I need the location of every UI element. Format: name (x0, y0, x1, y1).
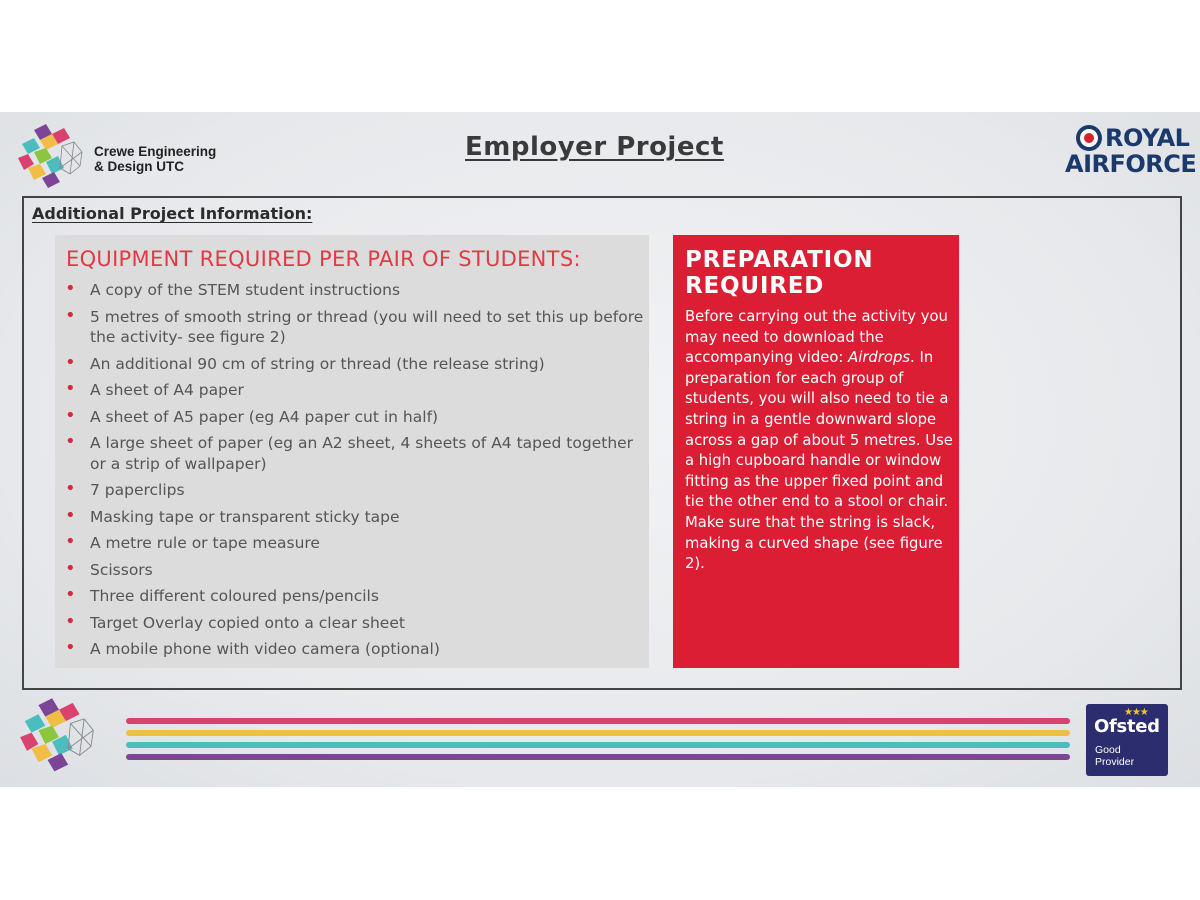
preparation-title-line1: PREPARATION (685, 247, 874, 273)
ofsted-rating (1095, 744, 1134, 768)
list-item: • A sheet of A4 paper (64, 380, 644, 401)
ofsted-badge (1086, 704, 1168, 776)
list-item: • A sheet of A5 paper (eg A4 paper cut in half) (64, 407, 644, 428)
list-item: • A large sheet of paper (eg an A2 sheet, 4 sheets of A4 taped together or a strip of wallpaper) (64, 433, 644, 474)
list-item: • Scissors (64, 560, 644, 581)
equipment-list (64, 280, 644, 666)
crewe-logo-line2: & Design UTC (94, 159, 185, 174)
list-item: • A mobile phone with video camera (optional) (64, 639, 644, 660)
preparation-panel (673, 235, 959, 668)
list-item: • An additional 90 cm of string or thread (the release string) (64, 354, 644, 375)
stripe-pink (126, 718, 1070, 724)
crewe-logo-line1: Crewe Engineering (94, 144, 217, 159)
page-title: Employer Project (465, 132, 724, 162)
list-item: • A metre rule or tape measure (64, 533, 644, 554)
crewe-utc-footer-logo (14, 696, 104, 776)
stripe-purple (126, 754, 1070, 760)
preparation-body-part2: . In preparation for each group of students, you will also need to tie a string in a gentle downward slope across a gap of about 5 metres. Use a high cupboard handle or window fitting as the upper fixed point and tie the other end to a stool or chair. Make sure that the string is slack, making a curved shape (see figure 2). (685, 349, 953, 573)
raf-logo (1063, 122, 1197, 182)
stripe-yellow (126, 730, 1070, 736)
crewe-utc-logo (14, 122, 217, 192)
ofsted-rating-line2: Provider (1095, 756, 1135, 768)
preparation-title (685, 247, 873, 299)
equipment-title: EQUIPMENT REQUIRED PER PAIR OF STUDENTS: (66, 247, 581, 271)
equipment-panel (55, 235, 649, 668)
stripe-teal (126, 742, 1070, 748)
slide (0, 112, 1200, 787)
preparation-body (685, 307, 953, 575)
list-item: • 5 metres of smooth string or thread (you will need to set this up before the activity- see figure 2) (64, 307, 644, 348)
list-item: • Masking tape or transparent sticky tape (64, 507, 644, 528)
preparation-title-line2: REQUIRED (685, 273, 825, 299)
raf-logo-line1: ROYAL (1105, 124, 1190, 152)
list-item: • A copy of the STEM student instructions (64, 280, 644, 301)
preparation-body-part1: Before carrying out the activity you may need to download the accompanying video: (685, 308, 948, 367)
list-item: • 7 paperclips (64, 480, 644, 501)
crewe-logo-text (94, 144, 216, 174)
raf-logo-line2: AIRFORCE (1065, 150, 1197, 178)
ofsted-rating-line1: Good (1095, 744, 1121, 756)
list-item: • Three different coloured pens/pencils (64, 586, 644, 607)
list-item: • Target Overlay copied onto a clear sheet (64, 613, 644, 634)
section-heading: Additional Project Information: (32, 204, 313, 223)
raf-roundel-icon (1075, 124, 1103, 152)
content-frame (22, 196, 1182, 690)
footer-stripes (126, 718, 1070, 766)
ofsted-stars-icon: ★★★ (1124, 707, 1148, 718)
puzzle-globe-icon (14, 696, 104, 776)
puzzle-globe-icon (14, 122, 90, 192)
ofsted-word: Ofsted (1094, 716, 1160, 737)
video-name: Airdrops (848, 349, 911, 367)
